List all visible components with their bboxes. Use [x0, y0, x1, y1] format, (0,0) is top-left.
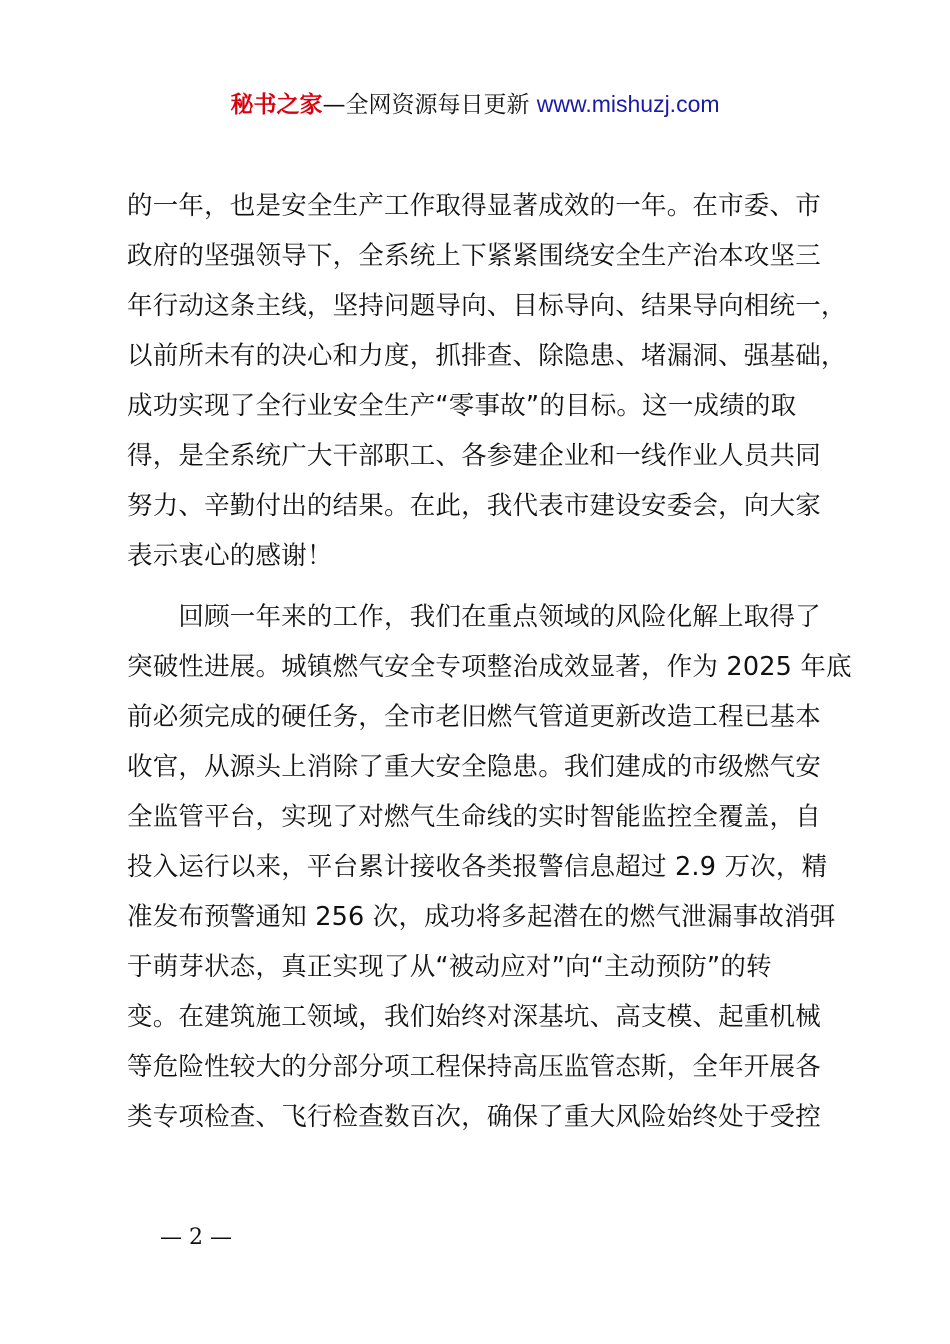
paragraph-1 [127, 181, 847, 581]
text-line: 准发布预警通知 256 次，成功将多起潜在的燃气泄漏事故消弭 [127, 902, 836, 932]
page-number: — 2 — [160, 1225, 232, 1250]
text-line: 以前所未有的决心和力度，抓排查、除隐患、堵漏洞、强基础， [127, 341, 847, 371]
text-line: 的一年，也是安全生产工作取得显著成效的一年。在市委、市 [127, 191, 821, 221]
text-line: 努力、辛勤付出的结果。在此，我代表市建设安委会，向大家 [127, 491, 821, 521]
text-line: 回顾一年来的工作，我们在重点领域的风险化解上取得了 [127, 602, 821, 632]
text-line: 政府的坚强领导下，全系统上下紧紧围绕安全生产治本攻坚三 [127, 241, 821, 271]
text-line: 成功实现了全行业安全生产“零事故”的目标。这一成绩的取 [127, 391, 797, 421]
brand-name: 秘书之家 [230, 92, 323, 118]
header-url: www.mishuzj.com [536, 91, 720, 117]
text-line: 突破性进展。城镇燃气安全专项整治成效显著，作为 2025 年底 [127, 652, 852, 682]
text-line: 表示衷心的感谢！ [127, 541, 333, 571]
text-line: 等危险性较大的分部分项工程保持高压监管态斯，全年开展各 [127, 1052, 821, 1082]
text-line: 前必须完成的硬任务，全市老旧燃气管道更新改造工程已基本 [127, 702, 821, 732]
header-tagline: —全网资源每日更新 [322, 92, 537, 118]
text-line: 于萌芽状态，真正实现了从“被动应对”向“主动预防”的转 [127, 952, 772, 982]
paragraph-2 [127, 592, 852, 1142]
text-line: 类专项检查、飞行检查数百次，确保了重大风险始终处于受控 [127, 1102, 821, 1132]
site-header-banner [0, 86, 950, 123]
text-line: 变。在建筑施工领域，我们始终对深基坑、高支模、起重机械 [127, 1002, 821, 1032]
text-line: 年行动这条主线，坚持问题导向、目标导向、结果导向相统一， [127, 291, 847, 321]
text-line: 全监管平台，实现了对燃气生命线的实时智能监控全覆盖，自 [127, 802, 821, 832]
text-line: 收官，从源头上消除了重大安全隐患。我们建成的市级燃气安 [127, 752, 821, 782]
text-line: 得，是全系统广大干部职工、各参建企业和一线作业人员共同 [127, 441, 821, 471]
text-line: 投入运行以来，平台累计接收各类报警信息超过 2.9 万次，精 [127, 852, 828, 882]
